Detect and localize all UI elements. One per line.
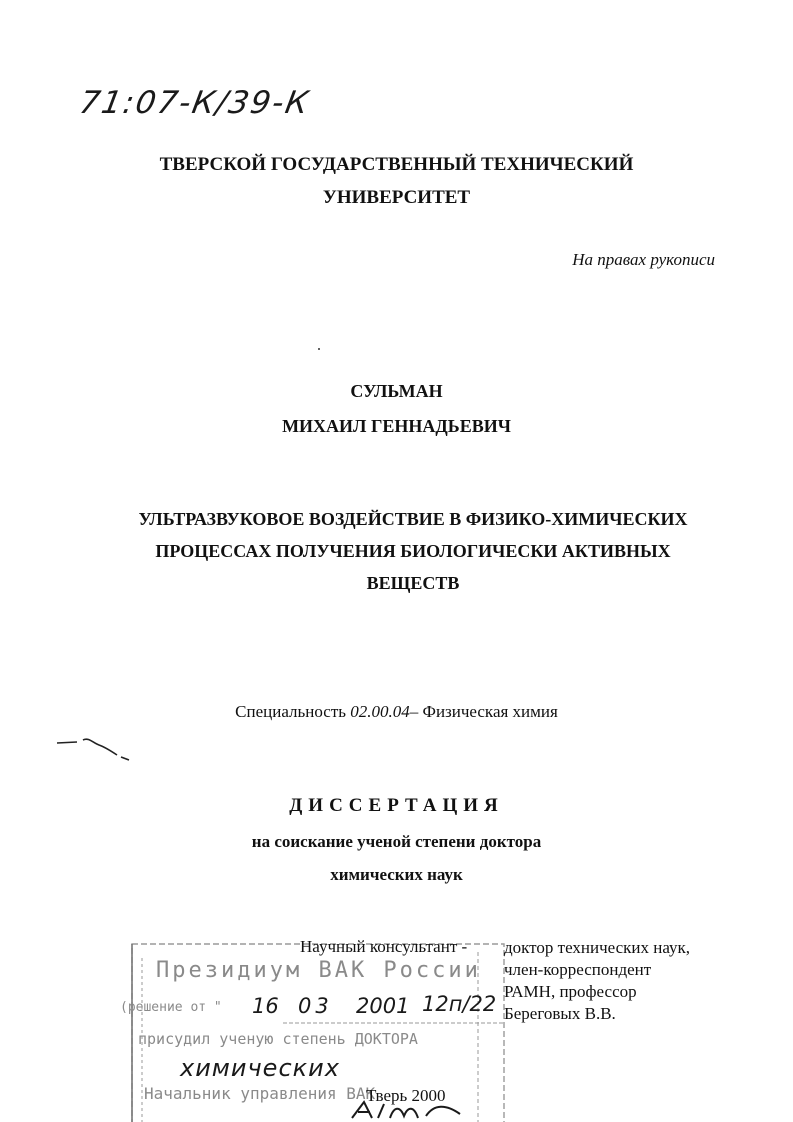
consultant-detail-line: РАМН, профессор [504, 982, 637, 1001]
author-surname: СУЛЬМАН [350, 381, 443, 401]
stamp-head-line: Начальник управления ВАК [144, 1084, 376, 1103]
scan-speck [318, 348, 320, 350]
degree-block [0, 825, 793, 891]
stamp-line-presidium: Президиум ВАК России [156, 958, 481, 983]
city-year: Тверь 2000 [366, 1086, 446, 1105]
university-name [0, 148, 793, 214]
stamp-awarded-line: присудил ученую степень ДОКТОРА [138, 1030, 418, 1048]
dissertation-heading: ДИССЕРТАЦИЯ [289, 795, 504, 816]
stamp-number-handwritten: 12п/22 [422, 992, 497, 1016]
consultant-details [504, 937, 690, 1025]
university-line-1: ТВЕРСКОЙ ГОСУДАРСТВЕННЫЙ ТЕХНИЧЕСКИЙ [159, 154, 634, 175]
stamp-year-handwritten: 2001 [356, 994, 410, 1018]
degree-line-1: на соискание ученой степени доктора [251, 832, 542, 851]
specialty-line [0, 702, 793, 722]
author-given-names: МИХАИЛ ГЕННАДЬЕВИЧ [282, 416, 511, 436]
consultant-label: Научный консультант - [300, 937, 468, 956]
title-line: ПРОЦЕССАХ ПОЛУЧЕНИЯ БИОЛОГИЧЕСКИ АКТИВНЫХ [155, 541, 671, 561]
specialty-prefix: Специальность [235, 702, 347, 721]
stamp-day-handwritten: 16 [252, 994, 279, 1018]
stamp-decision-prefix: (решение от " [120, 1000, 222, 1015]
consultant-detail-line: член-корреспондент [504, 960, 652, 979]
university-line-2: УНИВЕРСИТЕТ [322, 187, 471, 208]
degree-line-2: химических наук [330, 865, 463, 884]
stamp-field-handwritten: химических [180, 1054, 340, 1082]
author-block [0, 374, 793, 444]
consultant-detail-line: доктор технических наук, [504, 938, 691, 957]
specialty-name: Физическая химия [422, 702, 558, 721]
title-line: УЛЬТРАЗВУКОВОЕ ВОЗДЕЙСТВИЕ В ФИЗИКО-ХИМИЧЕСКИХ [138, 509, 688, 529]
title-line: ВЕЩЕСТВ [366, 573, 460, 593]
stamp-month-handwritten: 03 [298, 994, 333, 1018]
dissertation-title [110, 503, 716, 599]
archive-code-handwritten: 71:07-К/39-К [76, 85, 313, 121]
consultant-detail-line: Береговых В.В. [504, 1004, 616, 1023]
specialty-code: 02.00.04– [350, 702, 419, 721]
vak-stamp [120, 938, 508, 1122]
stamp-decision-line [120, 1000, 222, 1015]
stamp-underline [283, 1020, 503, 1028]
pen-stroke-mark [55, 735, 135, 763]
manuscript-rights-note: На правах рукописи [572, 250, 715, 269]
